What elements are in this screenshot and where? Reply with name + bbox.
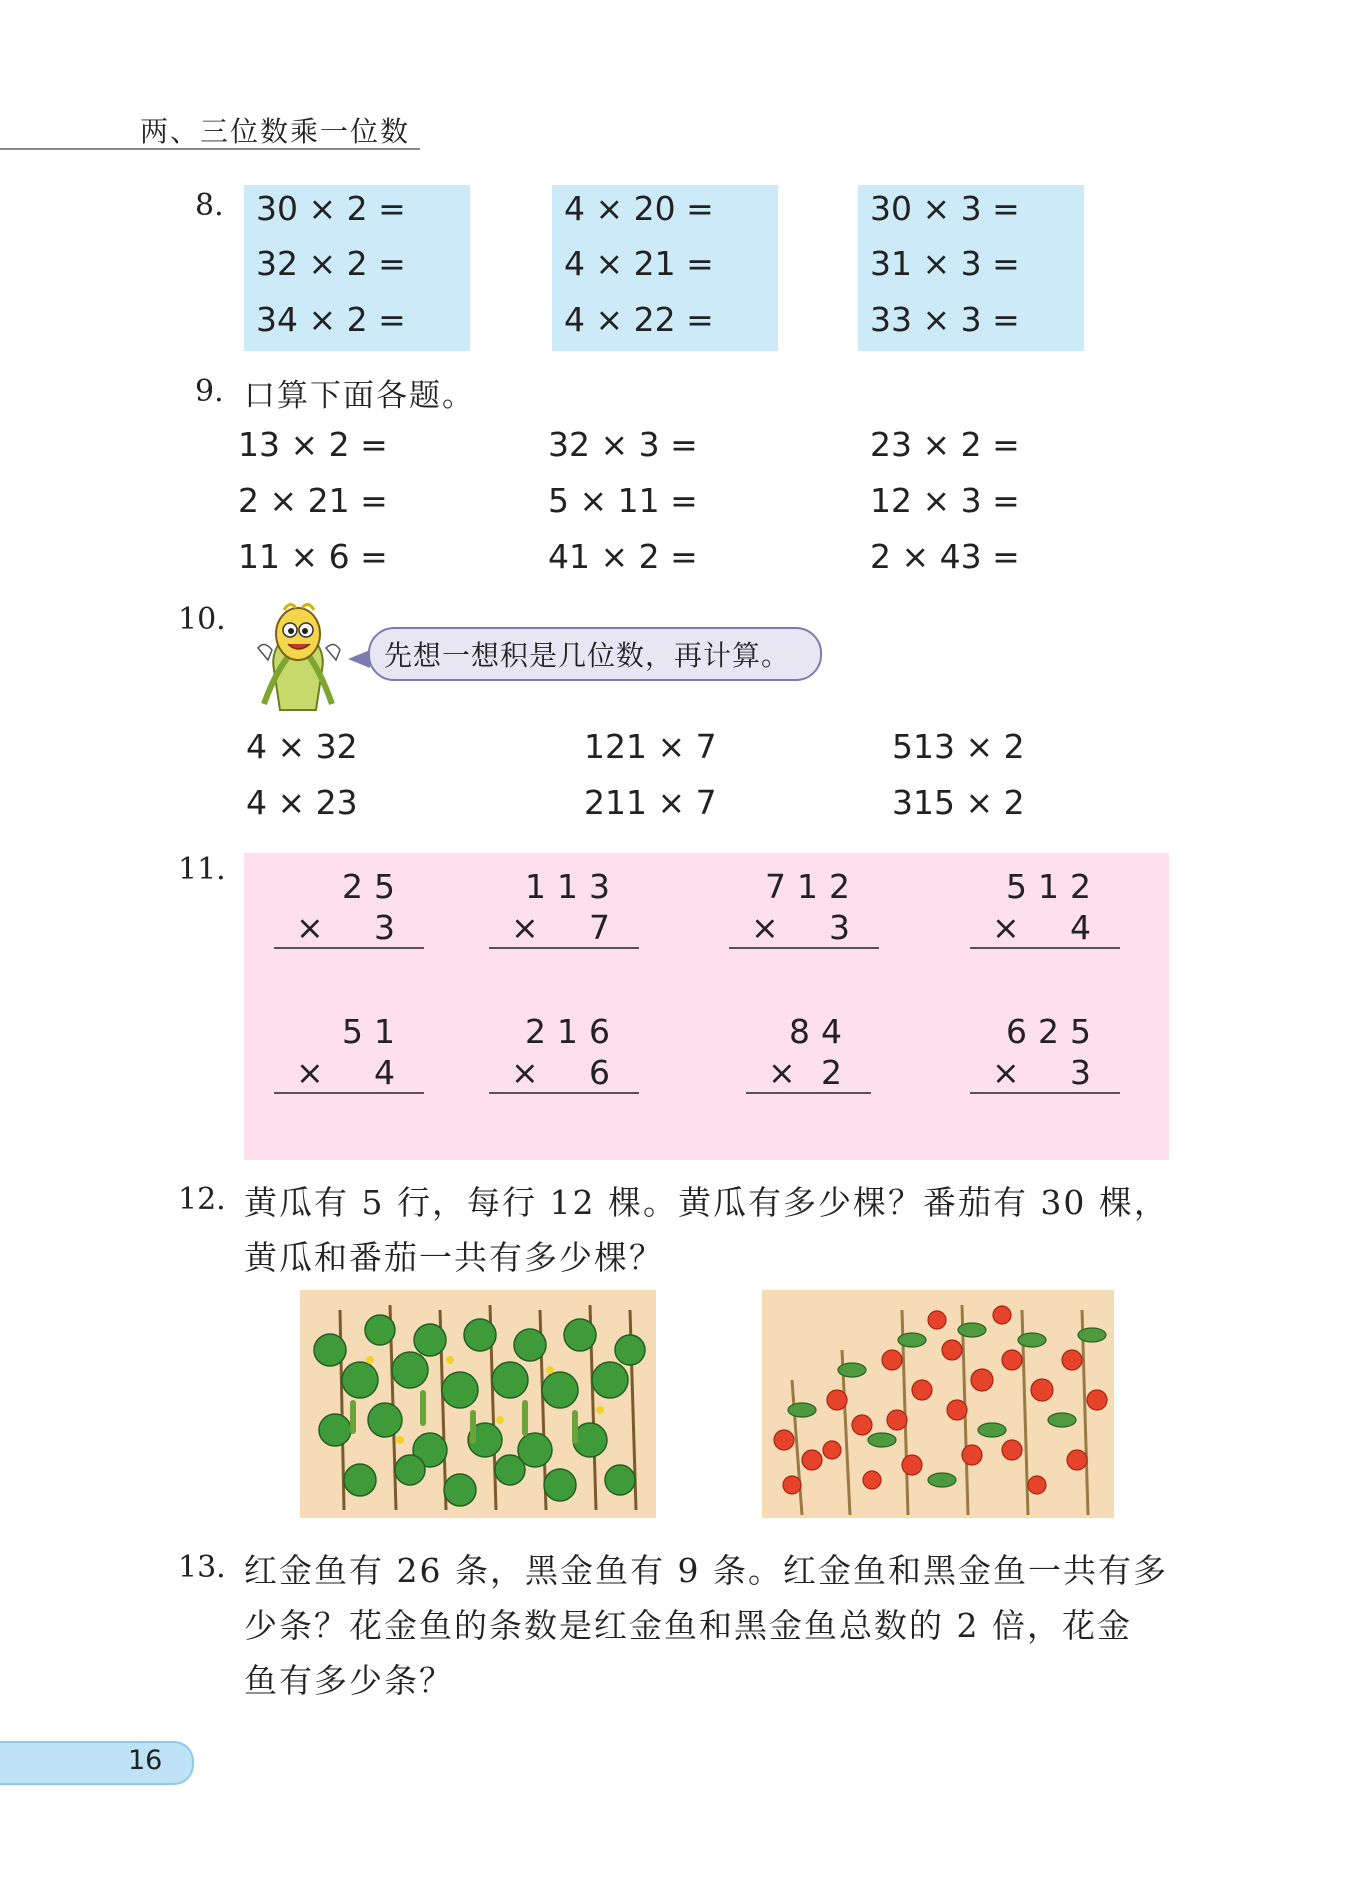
times-sign: × (992, 908, 1020, 947)
times-sign: × (511, 908, 539, 947)
times-sign: × (296, 908, 324, 947)
vertical-multiplication (746, 998, 871, 1098)
expression: 4 × 20 = (564, 189, 714, 228)
multiplicand: 84 (789, 1012, 853, 1051)
expression: 13 × 2 = (238, 425, 388, 464)
q8-group-3 (858, 185, 1084, 351)
answer-line (489, 947, 639, 949)
cucumber-plants-icon (300, 1290, 656, 1518)
expression: 30 × 3 = (870, 189, 1020, 228)
expression: 30 × 2 = (256, 189, 406, 228)
multiplier: 2 (821, 1053, 853, 1092)
q13-text-line-3: 鱼有多少条？ (244, 1661, 454, 1700)
multiplicand: 712 (765, 867, 861, 906)
multiplier: 3 (829, 908, 861, 947)
vertical-multiplication (489, 998, 639, 1098)
expression: 33 × 3 = (870, 300, 1020, 339)
q8-group-2 (552, 185, 778, 351)
times-sign: × (992, 1053, 1020, 1092)
expression: 2 × 43 = (870, 537, 1020, 576)
multiplicand: 25 (342, 867, 406, 906)
times-sign: × (768, 1053, 796, 1092)
page-number-tab (0, 1741, 194, 1785)
multiplicand: 512 (1006, 867, 1102, 906)
expression: 12 × 3 = (870, 481, 1020, 520)
vertical-multiplication (970, 853, 1120, 953)
speech-bubble-text: 先想一想积是几位数，再计算。 (384, 639, 791, 672)
answer-line (489, 1092, 639, 1094)
expression: 34 × 2 = (256, 300, 406, 339)
answer-line (729, 947, 879, 949)
speech-bubble-tail (348, 650, 370, 668)
question-number-12: 12. (178, 1182, 226, 1217)
question-number-9: 9. (195, 374, 224, 409)
expression: 315 × 2 (892, 783, 1025, 822)
multiplicand: 113 (525, 867, 621, 906)
multiplier: 3 (1070, 1053, 1102, 1092)
expression: 23 × 2 = (870, 425, 1020, 464)
question-number-8: 8. (195, 188, 224, 223)
expression: 41 × 2 = (548, 537, 698, 576)
q12-text-line-1: 黄瓜有 5 行，每行 12 棵。黄瓜有多少棵？番茄有 30 棵， (244, 1183, 1169, 1222)
multiplier: 4 (1070, 908, 1102, 947)
expression: 2 × 21 = (238, 481, 388, 520)
vertical-multiplication (970, 998, 1120, 1098)
expression: 32 × 2 = (256, 244, 406, 283)
multiplier: 3 (374, 908, 406, 947)
expression: 4 × 22 = (564, 300, 714, 339)
q13-text-line-2: 少条？花金鱼的条数是红金鱼和黑金鱼总数的 2 倍，花金 (244, 1606, 1132, 1645)
multiplicand: 51 (342, 1012, 406, 1051)
expression: 4 × 23 (246, 783, 358, 822)
expression: 11 × 6 = (238, 537, 388, 576)
chapter-title: 两、三位数乘一位数 (140, 115, 411, 148)
q12-text-line-2: 黄瓜和番茄一共有多少棵？ (244, 1238, 664, 1277)
answer-line (970, 1092, 1120, 1094)
tomato-plants-image (762, 1290, 1114, 1518)
page-number: 16 (128, 1745, 163, 1776)
q13-text-line-1: 红金鱼有 26 条，黑金鱼有 9 条。红金鱼和黑金鱼一共有多 (244, 1551, 1168, 1590)
cucumber-plants-image (300, 1290, 656, 1518)
multiplier: 7 (589, 908, 621, 947)
times-sign: × (511, 1053, 539, 1092)
corn-mascot-icon (250, 600, 350, 712)
q9-instruction: 口算下面各题。 (244, 378, 475, 414)
answer-line (746, 1092, 871, 1094)
multiplier: 4 (374, 1053, 406, 1092)
header-divider (0, 148, 420, 150)
expression: 121 × 7 (584, 727, 717, 766)
answer-line (970, 947, 1120, 949)
multiplicand: 216 (525, 1012, 621, 1051)
multiplicand: 625 (1006, 1012, 1102, 1051)
question-number-13: 13. (178, 1550, 226, 1585)
expression: 4 × 21 = (564, 244, 714, 283)
expression: 4 × 32 (246, 727, 358, 766)
question-number-11: 11. (178, 852, 226, 887)
answer-line (274, 1092, 424, 1094)
vertical-multiplication (274, 998, 424, 1098)
multiplier: 6 (589, 1053, 621, 1092)
vertical-multiplication-panel (244, 853, 1169, 1160)
answer-line (274, 947, 424, 949)
expression: 31 × 3 = (870, 244, 1020, 283)
expression: 211 × 7 (584, 783, 717, 822)
tomato-plants-icon (762, 1290, 1114, 1518)
times-sign: × (296, 1053, 324, 1092)
expression: 513 × 2 (892, 727, 1025, 766)
vertical-multiplication (489, 853, 639, 953)
expression: 5 × 11 = (548, 481, 698, 520)
times-sign: × (751, 908, 779, 947)
expression: 32 × 3 = (548, 425, 698, 464)
question-number-10: 10. (178, 602, 226, 637)
q8-group-1 (244, 185, 470, 351)
vertical-multiplication (274, 853, 424, 953)
vertical-multiplication (729, 853, 879, 953)
